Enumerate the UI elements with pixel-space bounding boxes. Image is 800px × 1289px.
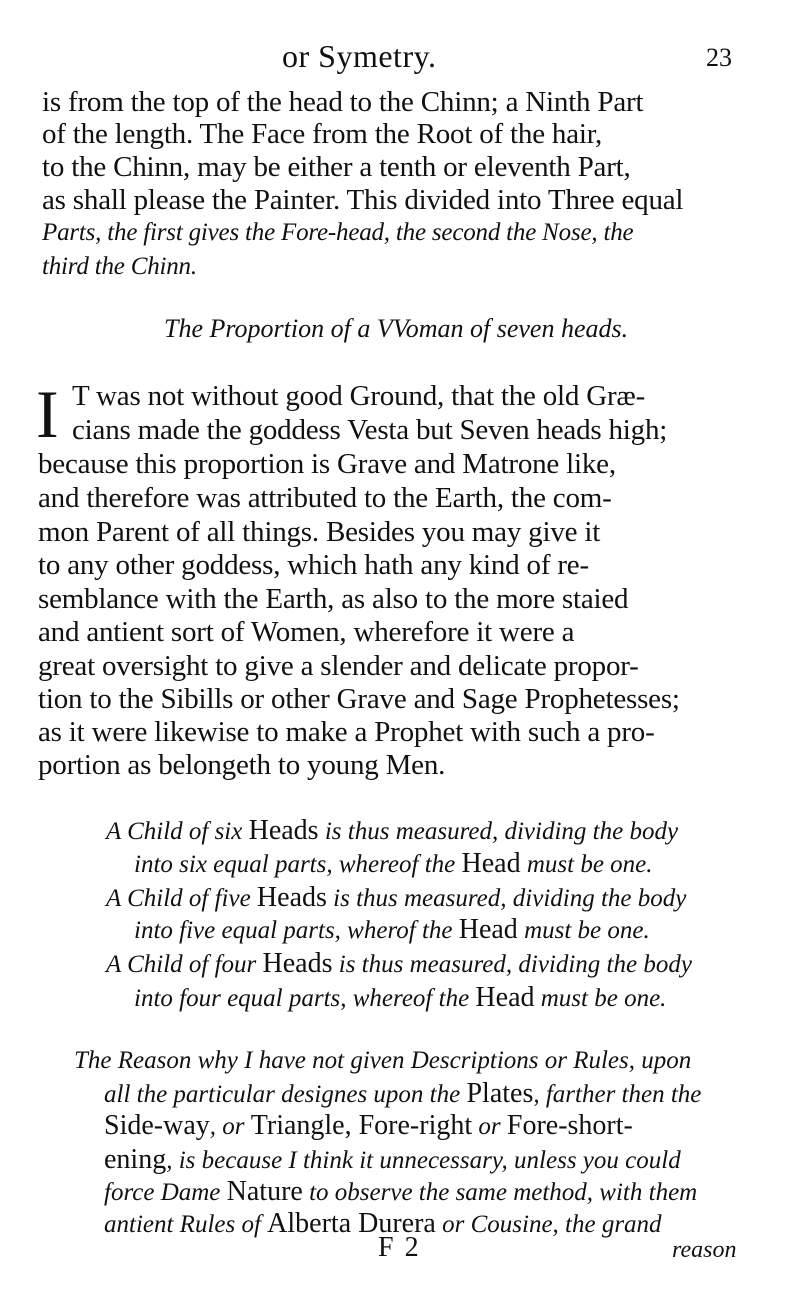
section-line: and antient sort of Women, wherefore it were a — [38, 616, 575, 648]
list-item-text: must be one. — [534, 985, 667, 1012]
note-text: all the particular designes upon the — [104, 1081, 467, 1108]
list-item-text: A Child of six — [106, 818, 249, 845]
drop-cap: I — [36, 376, 59, 452]
note-text: , or — [209, 1113, 251, 1140]
note-line — [104, 1112, 633, 1140]
section-line: tion to the Sibills or other Grave and Sage Prophetesses; — [38, 683, 680, 715]
note-text: Fore-short- — [506, 1110, 633, 1141]
list-item-text: Heads — [248, 815, 319, 846]
list-item-text: Head — [461, 848, 521, 879]
note-text: Plates — [466, 1078, 534, 1109]
list-item-text: is thus measured, dividing the body — [318, 818, 679, 845]
list-item — [134, 850, 653, 878]
note-text: Triangle, Fore-right — [250, 1110, 473, 1141]
list-item-text: is thus measured, dividing the body — [332, 951, 692, 978]
section-line: and therefore was attributed to the Earth, the com- — [38, 482, 612, 514]
paragraph-line: of the length. The Face from the Root of the hair, — [42, 118, 603, 150]
list-item-text: A Child of four — [106, 951, 263, 978]
paragraph-line: Parts, the first gives the Fore-head, the second the Nose, the — [42, 219, 634, 246]
note-text: or Cousine, the grand — [435, 1211, 662, 1238]
catchword: reason — [672, 1237, 737, 1263]
list-item-text: into six equal parts, whereof the — [134, 851, 462, 878]
list-item — [106, 884, 686, 912]
note-text: force Dame — [104, 1179, 227, 1206]
paragraph-line: to the Chinn, may be either a tenth or eleventh Part, — [42, 151, 631, 183]
note-text: to observe the same method, with them — [302, 1179, 698, 1206]
section-line: semblance with the Earth, as also to the more staied — [38, 583, 629, 615]
paragraph-line: third the Chinn. — [42, 253, 197, 280]
note-text: Alberta Durera — [267, 1208, 436, 1239]
note-line — [104, 1178, 697, 1206]
list-item-text: Heads — [256, 882, 327, 913]
list-item — [106, 950, 692, 978]
section-heading: The Proportion of a VVoman of seven heads. — [164, 314, 629, 343]
list-item-text: must be one. — [520, 851, 653, 878]
note-text: , farther then the — [533, 1081, 702, 1108]
list-item — [106, 817, 678, 845]
list-item-text: is thus measured, dividing the body — [326, 885, 687, 912]
page-number: 23 — [706, 43, 732, 72]
list-item-text: Heads — [262, 948, 333, 979]
signature-mark: F 2 — [378, 1232, 421, 1263]
section-line: great oversight to give a slender and delicate propor- — [38, 650, 639, 682]
note-text: or — [472, 1113, 507, 1140]
note-text: ening — [104, 1144, 167, 1175]
paragraph-line: as shall please the Painter. This divided into Three equal — [42, 184, 684, 216]
note-line — [104, 1146, 681, 1174]
list-item-text: Head — [458, 914, 518, 945]
list-item-text: into four equal parts, whereof the — [134, 985, 476, 1012]
list-item — [134, 916, 650, 944]
note-text: Nature — [226, 1176, 303, 1207]
section-line: mon Parent of all things. Besides you may give it — [38, 516, 601, 548]
list-item-text: must be one. — [517, 917, 650, 944]
list-item — [134, 984, 666, 1012]
section-line: as it were likewise to make a Prophet with such a pro- — [38, 716, 655, 748]
list-item-text: Head — [475, 982, 535, 1013]
note-text: antient Rules of — [104, 1211, 268, 1238]
list-item-text: into five equal parts, wherof the — [134, 917, 459, 944]
section-line: portion as belongeth to young Men. — [38, 749, 446, 781]
running-head: or Symetry. — [282, 38, 437, 74]
paragraph-line: is from the top of the head to the Chinn; a Ninth Part — [42, 86, 644, 118]
note-line: The Reason why I have not given Descriptions or Rules, upon — [74, 1047, 692, 1074]
list-item-text: A Child of five — [106, 885, 257, 912]
section-line: to any other goddess, which hath any kind of re- — [38, 549, 589, 581]
note-text: , is because I think it unnecessary, unless you could — [166, 1147, 681, 1174]
section-line: T was not without good Ground, that the old Græ- — [72, 380, 646, 412]
section-line: cians made the goddess Vesta but Seven heads high; — [72, 414, 668, 446]
note-line — [104, 1080, 701, 1108]
section-line: because this proportion is Grave and Matrone like, — [38, 448, 616, 480]
note-text: Side-way — [104, 1110, 210, 1141]
